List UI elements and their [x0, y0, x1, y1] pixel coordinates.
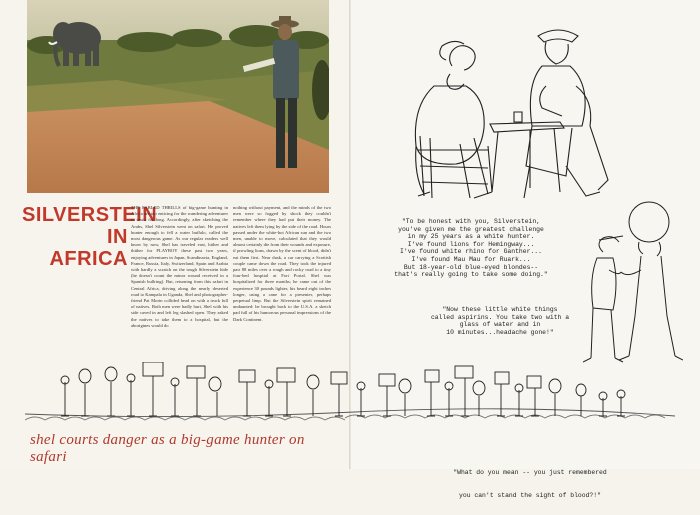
article-title — [22, 204, 158, 270]
title-line-2: IN — [107, 226, 128, 248]
body-text-2: nothing without payment, and the minds of the two men were so fogged by shock they couldn't remember where they had put their money. The natives left them lying by the side of the road. Hours passed under the white-hot African sun and the two men, unable to move, calculated that they would almost certainly die from their wounds and exposure, if prowling lions, drawn by the scent of blood, didn't eat them first. Near dusk, a car carrying a Scottish couple came down the road. They took the injured pair 88 miles over a rough and rocky road to a tiny four-bed hospital at Fort Portal. Shel was hospitalized for three months; he came out of the experience 30 pounds lighter, his beard eight inches longer, using a cane for a presenter, perhaps perpetual limp. But the Silverstein spirit remained undaunted: he brought back to the U.S.A. a sketch pad full of his humorous personal impressions of the Dark Continent. — [233, 205, 331, 322]
article-caption: shel courts danger as a big-game hunter on safari — [30, 432, 305, 465]
cartoon-quote-aspirin: "Now these little white things called aspirins. You take two with a glass of water and in 10 minutes...headache gone!" — [430, 306, 570, 336]
cartoon-quote-blood — [420, 454, 640, 515]
safari-photo — [27, 0, 329, 193]
title-line-3: AFRICA — [49, 248, 128, 270]
cartoon-aspirin — [583, 200, 683, 375]
body-column-1 — [131, 205, 228, 329]
title-line-1: SILVERSTEIN — [22, 204, 158, 226]
cartoon-quote-white-hunter: "To be honest with you, Silverstein, you've given me the greatest challenge in my 25 years as a white hunter. I've found lions for Hemingway... I've found white rhino for Ganther... I've found Mau Mau for Ruark... But 18-year-old blue-eyed blondes-- that's really going to take some doing." — [394, 218, 548, 279]
body-column-2 — [233, 205, 331, 323]
quote-line-1: "What do you mean -- you just remembered — [453, 469, 607, 477]
porter-parade-illustration — [25, 362, 675, 434]
quote-line-2: you can't stand the sight of blood?!" — [459, 491, 601, 499]
cartoon-hunters-at-table — [390, 26, 630, 211]
body-text-1: THE FABLED THRILLS of big-game hunting in Africa are too enticing for the wandering adventurer to resist for long. Accordingly, after sketching the Arabs, Shel Silverstein went on safari. He proved hunter enough to fell a water buffalo, called the most dangerous game. As our regular readers well know by now, Shel has traveled east, hither and thither for PLAYBOY these past two years, enjoying adventures in Japan, Scandinavia, England, France, Russia, Italy, Switzerland, Spain and Arabia with hardly a scratch on the tough Silverstein hide (he doesn't count the minor wound received in a Spanish bullring). But, returning from this safari in Central Africa, driving along the nearly deserted road to Kampala in Uganda, Shel and photographer-friend Pat Morin collided head on with a truck full of natives. Both men were badly hurt, Shel with his side caved in and left leg slashed open. They asked the natives to take them to a hospital, but the aborigines would do — [131, 205, 228, 328]
